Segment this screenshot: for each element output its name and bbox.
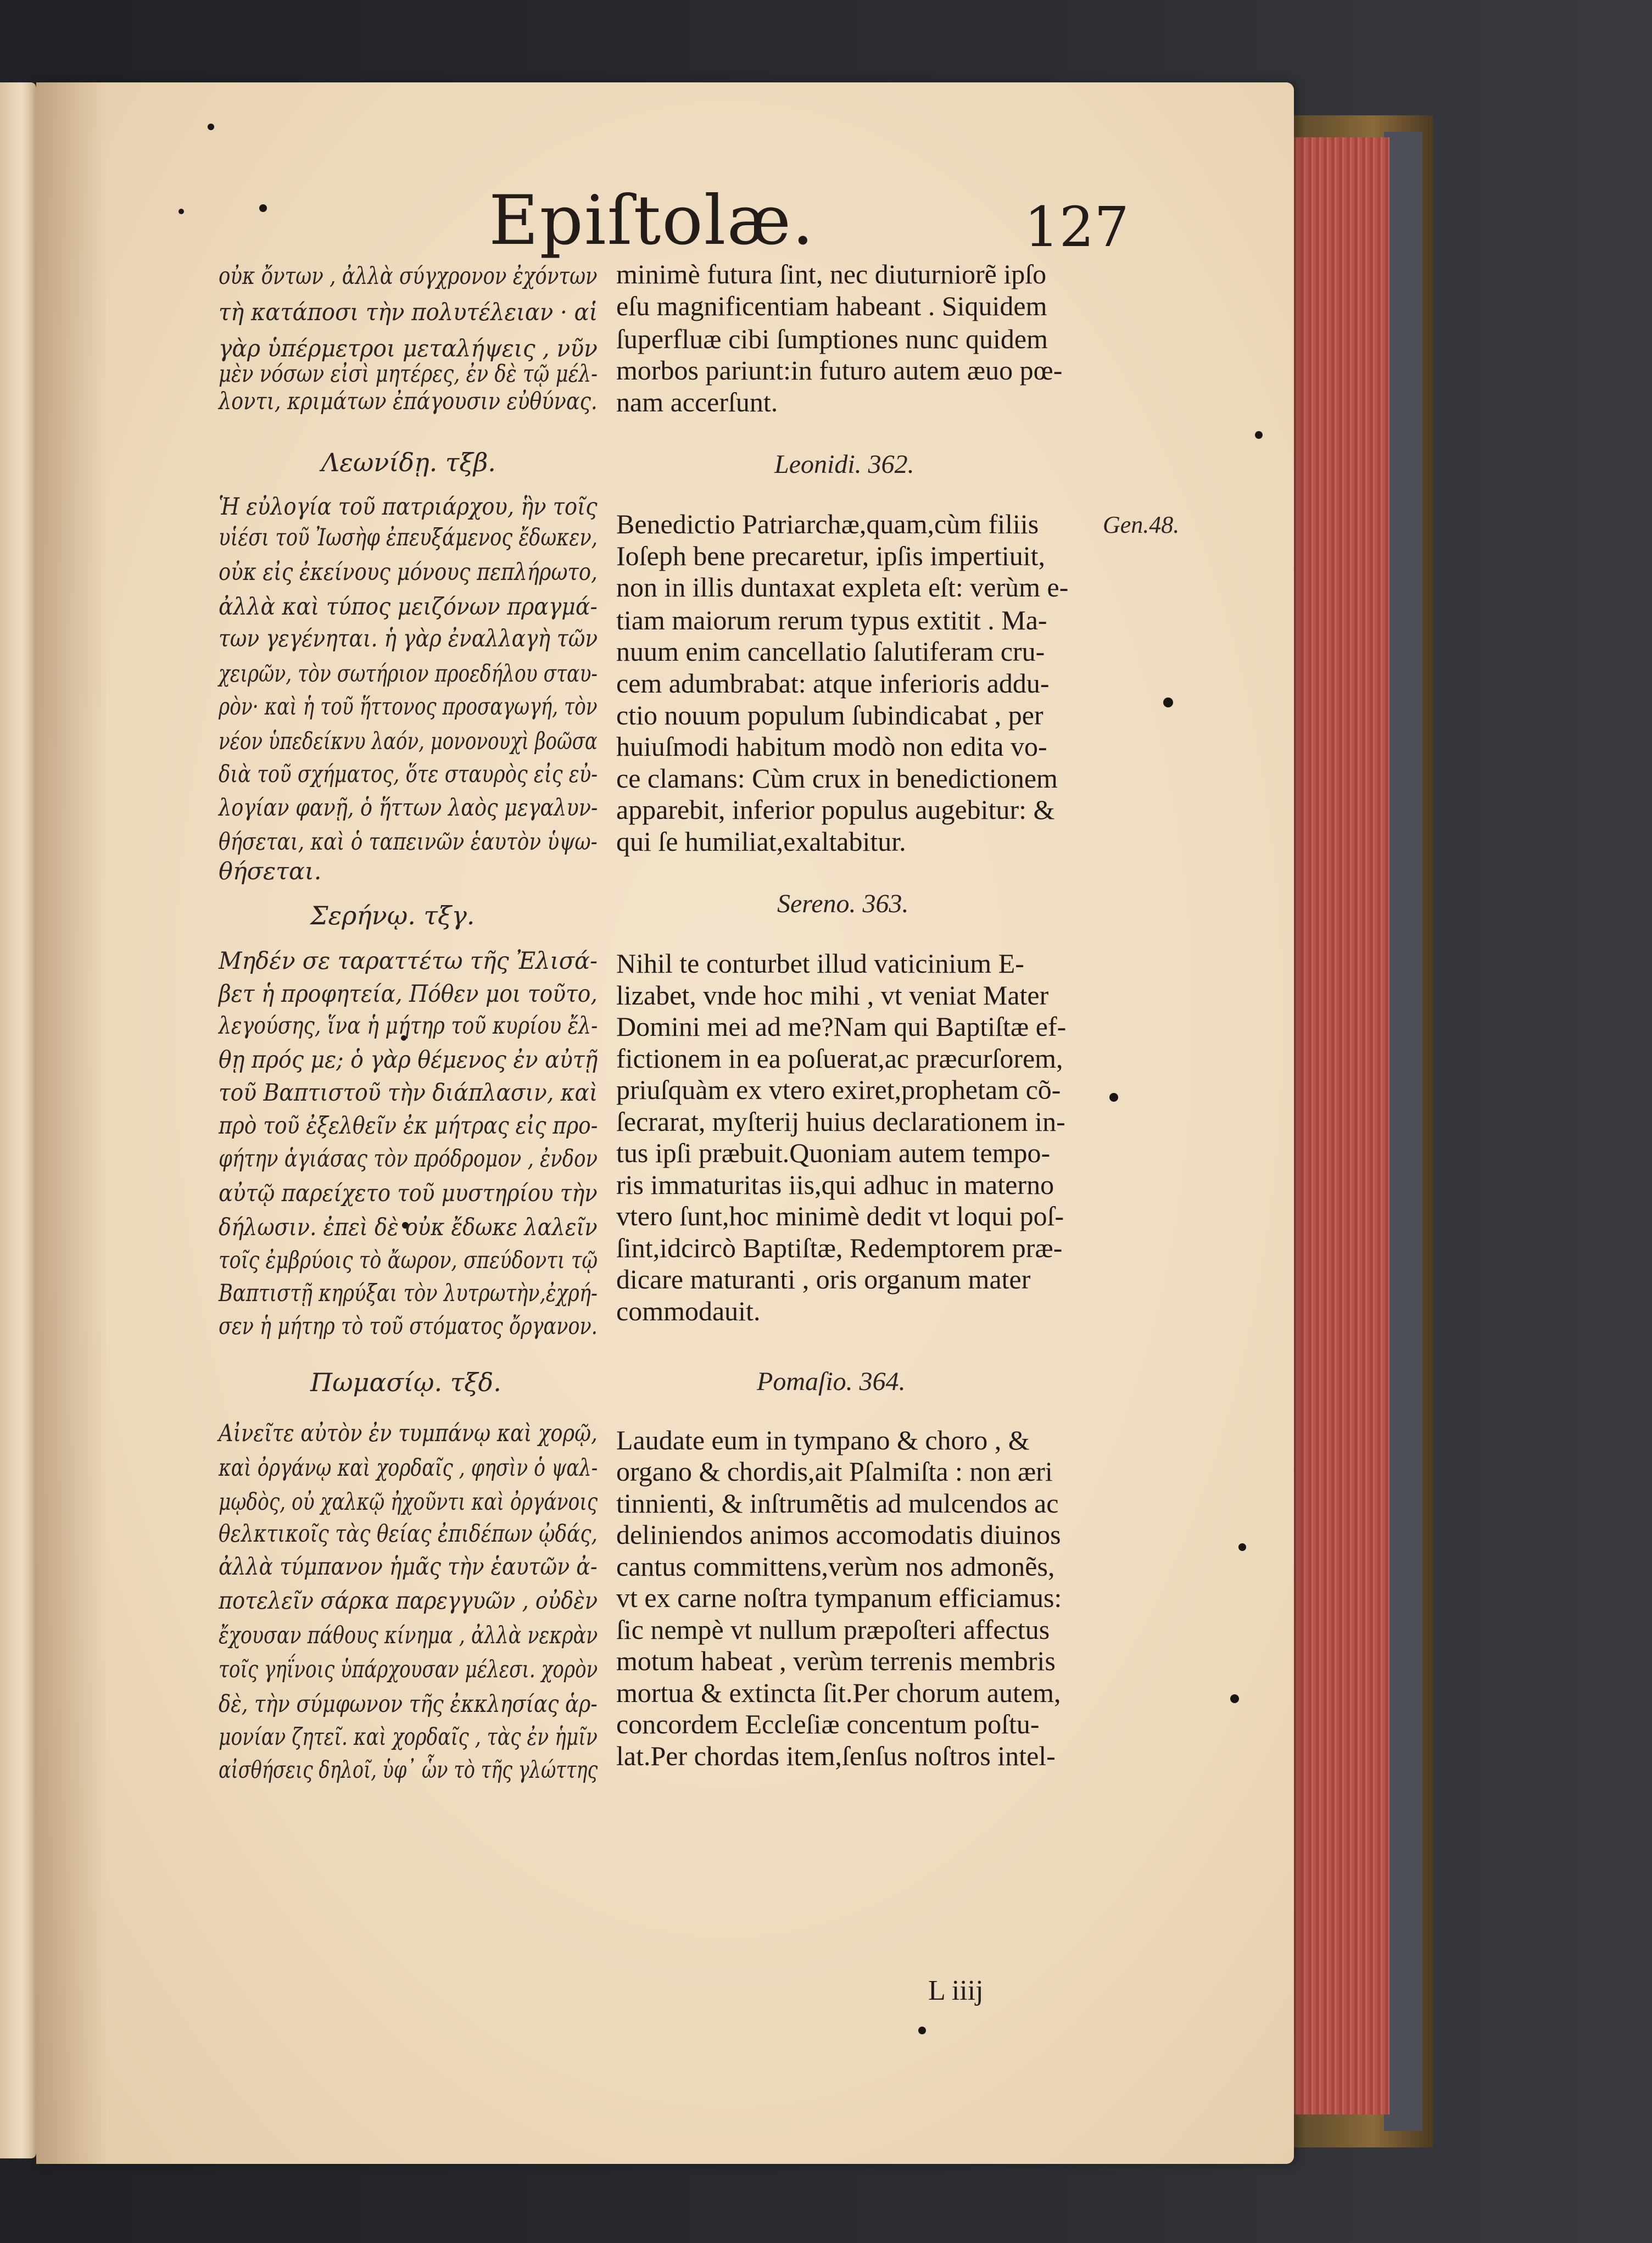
- latin-line: cem adumbrabat: atque inferioris addu-: [616, 668, 1050, 699]
- ink-spot: [1238, 1543, 1246, 1551]
- latin-line: ris immaturitas iis,qui adhuc in materno: [616, 1169, 1054, 1200]
- ink-spot: [918, 2027, 926, 2034]
- latin-line: eſu magnificentiam habeant . Siquidem: [616, 291, 1047, 321]
- greek-line: υἱέσι τοῦ Ἰωσὴφ ἐπευξάμενος ἔδωκεν,: [219, 524, 598, 551]
- section-heading-362-greek: Λεωνίδῃ. τξβ.: [321, 448, 496, 477]
- latin-line: vtero ſunt,hoc minimè dedit vt loqui poſ-: [616, 1201, 1064, 1231]
- latin-line: non in illis duntaxat expleta eſt: verùm e-: [616, 572, 1069, 602]
- greek-line: ρὸν· καὶ ἡ τοῦ ἥττονος προσαγωγή, τὸν: [219, 693, 598, 721]
- ink-spot: [259, 204, 267, 212]
- latin-line: cantus committens,verùm nos admonẽs,: [616, 1551, 1055, 1582]
- latin-line: ſecrarat, myſterij huius declarationem in-: [616, 1106, 1065, 1137]
- ink-spot: [1255, 431, 1263, 439]
- greek-line: αὐτῷ παρείχετο τοῦ μυστηρίου τὴν: [219, 1180, 598, 1207]
- latin-line: organo & chordis,ait Pſalmiſta : non æri: [616, 1456, 1053, 1487]
- greek-line: ἔχουσαν πάθους κίνημα , ἀλλὰ νεκρὰν: [219, 1622, 598, 1649]
- latin-line: lat.Per chordas item,ſenſus noſtros intel-: [616, 1740, 1056, 1771]
- latin-line: tinnienti, & inſtrumẽtis ad mulcendos ac: [616, 1488, 1059, 1519]
- latin-line: tiam maiorum rerum typus extitit . Ma-: [616, 605, 1047, 635]
- signature-mark: L iiij: [928, 1975, 984, 2006]
- greek-line: τοῦ Βαπτιστοῦ τὴν διάπλασιν, καὶ: [219, 1079, 598, 1107]
- latin-line: nam accerſunt.: [616, 387, 778, 417]
- ink-spot: [1163, 698, 1173, 707]
- latin-line: Laudate eum in tympano & choro , &: [616, 1425, 1030, 1455]
- greek-line: λογίαν φανῇ, ὁ ἥττων λαὸς μεγαλυν-: [219, 794, 598, 822]
- ink-spot: [1230, 1694, 1239, 1703]
- section-heading-362-latin: Leonidi. 362.: [774, 450, 914, 479]
- greek-line: φήτην ἁγιάσας τὸν πρόδρομον , ἐνδον: [219, 1145, 598, 1173]
- greek-line: λεγούσης, ἵνα ἡ μήτηρ τοῦ κυρίου ἔλ-: [219, 1012, 598, 1040]
- greek-line: τὴ κατάποσι τὴν πολυτέλειαν · αἱ: [219, 299, 598, 326]
- gutter-shadow: [36, 82, 108, 2164]
- latin-line: deliniendos animos accomodatis diuinos: [616, 1519, 1061, 1550]
- latin-line: ce clamans: Cùm crux in benedictionem: [616, 763, 1058, 794]
- greek-line: θήσεται, καὶ ὁ ταπεινῶν ἑαυτὸν ὑψω-: [219, 828, 598, 856]
- greek-line: τοῖς ἐμβρύοις τὸ ἄωρον, σπεύδοντι τῷ: [219, 1247, 598, 1274]
- greek-line: σεν ἡ μήτηρ τὸ τοῦ στόματος ὄργανον.: [219, 1313, 598, 1340]
- margin-note: Gen.48.: [1103, 511, 1180, 538]
- greek-line: νέον ὑπεδείκνυ λαόν, μονονουχὶ βοῶσα: [219, 728, 598, 755]
- greek-line: καὶ ὀργάνῳ καὶ χορδαῖς , φησὶν ὁ ψαλ-: [219, 1454, 598, 1482]
- greek-line: μονίαν ζητεῖ. καὶ χορδαῖς , τὰς ἐν ἡμῖν: [219, 1723, 598, 1751]
- greek-line: δὲ, τὴν σύμφωνον τῆς ἐκκλησίας ἁρ-: [219, 1690, 598, 1718]
- latin-line: ſint,idcircò Baptiſtæ, Redemptorem præ-: [616, 1232, 1063, 1263]
- latin-line: apparebit, inferior populus augebitur: &: [616, 794, 1055, 825]
- latin-line: tus ipſi præbuit.Quoniam autem tempo-: [616, 1137, 1051, 1168]
- ink-spot: [1109, 1093, 1118, 1102]
- greek-line: ἀλλὰ τύμπανον ἡμᾶς τὴν ἑαυτῶν ἀ-: [219, 1553, 598, 1581]
- facing-page-edge: [0, 82, 36, 2158]
- section-heading-363-greek: Σερήνῳ. τξγ.: [310, 901, 475, 930]
- latin-line: dicare maturanti , oris organum mater: [616, 1264, 1031, 1295]
- greek-line: δήλωσιν. ἐπεὶ δὲ οὐκ ἔδωκε λαλεῖν: [219, 1214, 598, 1241]
- latin-line: motum habeat , verùm terrenis membris: [616, 1645, 1056, 1676]
- greek-line: θελκτικοῖς τὰς θείας ἐπιδέπων ᾠδάς,: [219, 1520, 598, 1548]
- latin-line: Domini mei ad me?Nam qui Baptiſtæ ef-: [616, 1011, 1067, 1042]
- latin-line: nuum enim cancellatio ſalutiferam cru-: [616, 636, 1045, 667]
- latin-line: qui ſe humiliat,exaltabitur.: [616, 826, 906, 857]
- running-head: Epiſtolæ.: [489, 181, 815, 260]
- latin-line: priuſquàm ex vtero exiret,prophetam cõ-: [616, 1074, 1061, 1105]
- red-fore-edge: [1285, 137, 1389, 2114]
- greek-line: τοῖς γηΐνοις ὑπάρχουσαν μέλεσι. χορὸν: [219, 1656, 598, 1683]
- greek-line: λοντι, κριμάτων ἐπάγουσιν εὐθύνας.: [219, 388, 598, 415]
- greek-line: των γεγένηται. ἡ γὰρ ἐναλλαγὴ τῶν: [219, 625, 598, 652]
- greek-line: οὐκ ὄντων , ἀλλὰ σύγχρονον ἐχόντων: [219, 263, 598, 290]
- greek-line: ἀλλὰ καὶ τύπος μειζόνων πραγμά-: [219, 593, 598, 621]
- section-heading-363-latin: Sereno. 363.: [777, 889, 909, 918]
- greek-line: μῳδὸς, οὐ χαλκῷ ἠχοῦντι καὶ ὀργάνοις: [219, 1488, 598, 1516]
- latin-line: concordem Eccleſiæ concentum poſtu-: [616, 1709, 1040, 1739]
- greek-line: θῃ πρός με; ὁ γὰρ θέμενος ἐν αὐτῇ: [219, 1046, 598, 1074]
- greek-line: διὰ τοῦ σχήματος, ὅτε σταυρὸς εἰς εὐ-: [219, 761, 598, 788]
- greek-line: μὲν νόσων εἰσὶ μητέρες, ἐν δὲ τῷ μέλ-: [219, 360, 598, 388]
- greek-line: γὰρ ὑπέρμετροι μεταλήψεις , νῦν: [219, 335, 598, 362]
- greek-line: βετ ἡ προφητεία, Πόθεν μοι τοῦτο,: [219, 980, 598, 1008]
- greek-line: Ἡ εὐλογία τοῦ πατριάρχου, ἣν τοῖς: [219, 493, 598, 521]
- greek-line: πρὸ τοῦ ἐξελθεῖν ἐκ μήτρας εἰς προ-: [219, 1112, 598, 1140]
- greek-line: Μηδέν σε ταραττέτω τῆς Ἐλισά-: [219, 947, 598, 975]
- latin-line: commodauit.: [616, 1296, 761, 1326]
- greek-line: ποτελεῖν σάρκα παρεγγυῶν , οὐδὲν: [219, 1587, 598, 1615]
- latin-line: Ioſeph bene precaretur, ipſis impertiuit,: [616, 540, 1046, 571]
- latin-line: Nihil te conturbet illud vaticinium E-: [616, 948, 1024, 979]
- latin-line: Benedictio Patriarchæ,quam,cùm filiis: [616, 509, 1039, 539]
- greek-line: Βαπτιστῇ κηρύξαι τὸν λυτρωτὴν,ἐχρή-: [219, 1280, 598, 1307]
- greek-line: οὐκ εἰς ἐκείνους μόνους πεπλήρωτο,: [219, 559, 598, 586]
- greek-line: χειρῶν, τὸν σωτήριον προεδήλου σταυ-: [219, 660, 598, 688]
- latin-line: vt ex carne noſtra tympanum efficiamus:: [616, 1582, 1062, 1613]
- greek-line: Αἰνεῖτε αὐτὸν ἐν τυμπάνῳ καὶ χορῷ,: [219, 1420, 598, 1447]
- latin-line: mortua & extincta ſit.Per chorum autem,: [616, 1677, 1061, 1708]
- section-heading-364-latin: Pomaſio. 364.: [757, 1367, 906, 1396]
- latin-line: ſuperfluæ cibi ſumptiones nunc quidem: [616, 323, 1048, 354]
- section-heading-364-greek: Πωμασίῳ. τξδ.: [310, 1368, 501, 1397]
- latin-line: minimè futura ſint, nec diuturniorẽ ipſo: [616, 259, 1047, 289]
- latin-line: lizabet, vnde hoc mihi , vt veniat Mater: [616, 980, 1049, 1011]
- latin-line: ſic nempè vt nullum præpoſteri affectus: [616, 1614, 1050, 1645]
- latin-line: huiuſmodi habitum modò non edita vo-: [616, 731, 1047, 762]
- greek-line: θήσεται.: [219, 858, 322, 885]
- latin-line: fictionem in ea poſuerat,ac præcurſorem,: [616, 1043, 1063, 1074]
- ink-spot: [208, 124, 214, 130]
- latin-line: ctio nouum populum ſubindicabat , per: [616, 700, 1043, 730]
- greek-line: αἰσθήσεις δηλοῖ, ὑφ᾽ ὧν τὸ τῆς γλώττης: [219, 1756, 598, 1784]
- page-number: 127: [1024, 195, 1129, 259]
- board-edge: [1384, 132, 1422, 2131]
- ink-spot: [178, 209, 184, 214]
- latin-line: morbos pariunt:in futuro autem æuo pœ-: [616, 355, 1063, 386]
